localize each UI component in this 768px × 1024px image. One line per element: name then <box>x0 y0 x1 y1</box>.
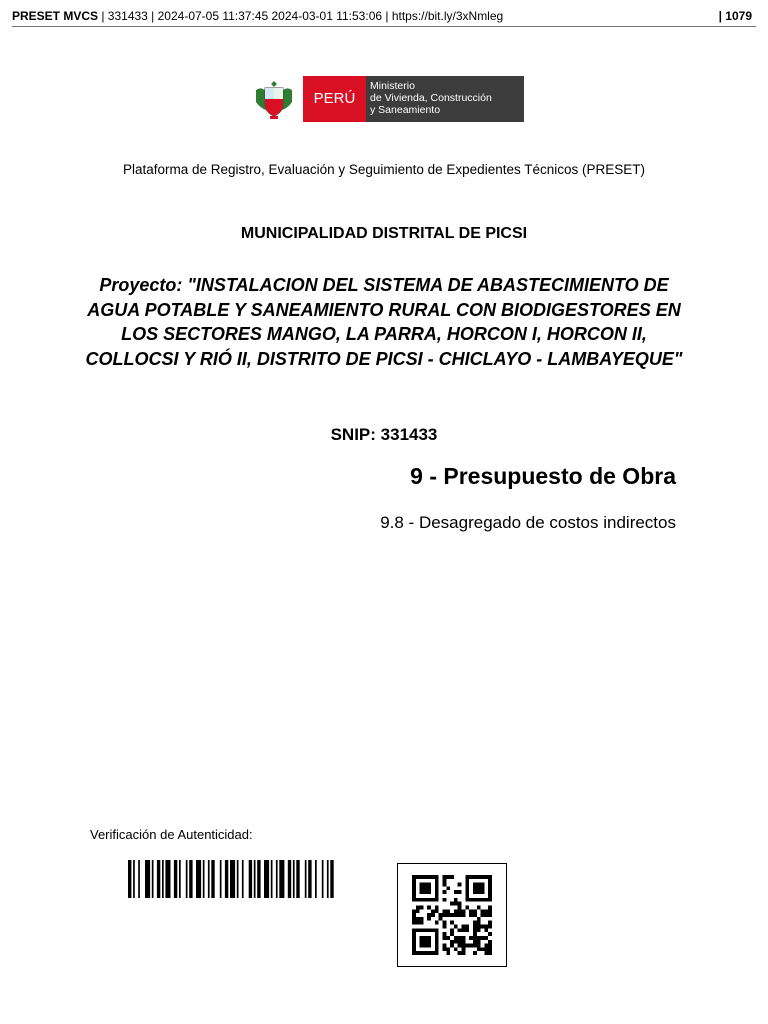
snip-code: SNIP: 331433 <box>330 425 438 444</box>
entity-name: MUNICIPALIDAD DISTRITAL DE PICSI <box>240 225 528 242</box>
qr-code <box>397 863 507 967</box>
project-title: Proyecto: "INSTALACION DEL SISTEMA DE ABASTECIMIENTO DE AGUA POTABLE Y SANEAMIENTO RURAL CON BIODIGESTORES EN LOS SECTORES MANGO, LA PARRA, HORCON I, HORCON II, COLLOCSI Y RIÓ II, DISTRITO DE PICSI - CHICLAYO - LAMBAYEQUE" <box>85 275 683 369</box>
barcode-icon <box>128 860 362 898</box>
section-title: 9 - Presupuesto de Obra <box>410 463 676 489</box>
verification-label: Verificación de Autenticidad: <box>90 827 253 842</box>
page-number: | 1079 <box>718 9 752 23</box>
header-details: | 331433 | 2024-07-05 11:37:45 2024-03-01 11:53:06 | https://bit.ly/3xNmleg <box>98 9 504 23</box>
platform-title: Plataforma de Registro, Evaluación y Seguimiento de Expedientes Técnicos (PRESET) <box>122 162 645 177</box>
coat-of-arms-icon <box>254 78 294 120</box>
subsection-title: 9.8 - Desagregado de costos indirectos <box>380 513 676 532</box>
ministry-logo <box>254 76 524 122</box>
qr-code-icon <box>410 875 494 955</box>
country-label: PERÚ <box>303 76 366 122</box>
document-header <box>12 8 756 27</box>
ministry-name: Ministerio de Vivienda, Construcción y Saneamiento <box>366 76 524 122</box>
system-name: PRESET MVCS <box>12 9 99 23</box>
